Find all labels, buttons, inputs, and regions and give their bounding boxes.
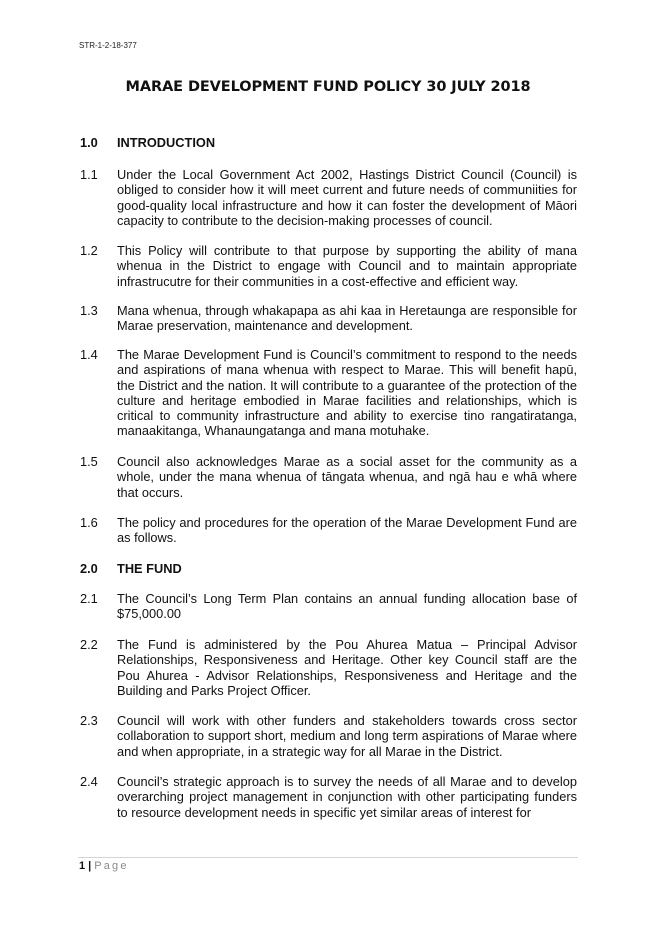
- paragraph-text: The Council’s Long Term Plan contains an annual funding allocation base of $75,000.00: [117, 591, 577, 622]
- paragraph-text: This Policy will contribute to that purpose by supporting the ability of mana whenua in the District to engage with Council and to maintain appropriate infrastrucutre for their communities in a cost-effective and efficient way.: [117, 243, 577, 289]
- document-reference: STR-1-2-18-377: [79, 41, 137, 50]
- paragraph-number: 1.1: [80, 167, 98, 182]
- paragraph-number: 1.6: [80, 515, 98, 530]
- paragraph-text: The policy and procedures for the operation of the Marae Development Fund are as follows.: [117, 515, 577, 546]
- paragraph: [80, 591, 577, 622]
- page-footer: [79, 860, 129, 872]
- paragraph: [80, 774, 577, 820]
- paragraph-text: Mana whenua, through whakapapa as ahi kaa in Heretaunga are responsible for Marae preservation, maintenance and development.: [117, 303, 577, 334]
- page-word: Page: [94, 860, 129, 872]
- paragraph-text: Under the Local Government Act 2002, Hastings District Council (Council) is obliged to consider how it will meet current and future needs of communiities for good-quality local infrastructure and how it can foster the development of Māori capacity to contribute to the decision-making processes of council.: [117, 167, 577, 228]
- paragraph-text: The Marae Development Fund is Council’s commitment to respond to the needs and aspirations of mana whenua with respect to Marae. This will benefit hapū, the District and the nation. It will contribute to a guarantee of the protection of the culture and heritage embodied in Marae facilities and relationships, which is critical to community infrastructure and ability to exercise tino rangatiratanga, manaakitanga, Whanaungatanga and mana motuhake.: [117, 347, 577, 439]
- paragraph-number: 1.2: [80, 243, 98, 258]
- footer-divider: [78, 857, 578, 858]
- paragraph: [80, 454, 577, 500]
- paragraph: [80, 243, 577, 289]
- paragraph-number: 1.5: [80, 454, 98, 469]
- paragraph-number: 2.4: [80, 774, 98, 789]
- paragraph-text: Council’s strategic approach is to survey the needs of all Marae and to develop overarching project management in conjunction with other participating funders to resource development needs in specific yet similar areas of interest for: [117, 774, 577, 820]
- paragraph-text: Council will work with other funders and stakeholders towards cross sector collaboration to support short, medium and long term aspirations of Marae where and when appropriate, in a strategic way for all Marae in the District.: [117, 713, 577, 759]
- paragraph-text: The Fund is administered by the Pou Ahurea Matua – Principal Advisor Relationships, Responsiveness and Heritage. Other key Council staff are the Pou Ahurea - Advisor Relationships, Responsiveness and Heritage and the Building and Parks Project Officer.: [117, 637, 577, 698]
- section-title: INTRODUCTION: [117, 135, 216, 150]
- section-number: 2.0: [80, 561, 98, 576]
- paragraph: [80, 713, 577, 759]
- page-number: 1: [79, 860, 86, 872]
- paragraph: [80, 515, 577, 546]
- paragraph-number: 2.2: [80, 637, 98, 652]
- paragraph-number: 1.3: [80, 303, 98, 318]
- paragraph-number: 2.1: [80, 591, 98, 606]
- paragraph-number: 1.4: [80, 347, 98, 362]
- paragraph: [80, 637, 577, 698]
- document-title: MARAE DEVELOPMENT FUND POLICY 30 JULY 2018: [125, 79, 531, 95]
- paragraph: [80, 303, 577, 334]
- section-title: THE FUND: [117, 561, 182, 576]
- paragraph: [80, 167, 577, 228]
- paragraph: [80, 347, 577, 439]
- section-number: 1.0: [80, 135, 98, 150]
- page-separator: |: [88, 860, 92, 872]
- paragraph-number: 2.3: [80, 713, 98, 728]
- paragraph-text: Council also acknowledges Marae as a social asset for the community as a whole, under the mana whenua of tāngata whenua, and ngā hau e whā where that occurs.: [117, 454, 577, 500]
